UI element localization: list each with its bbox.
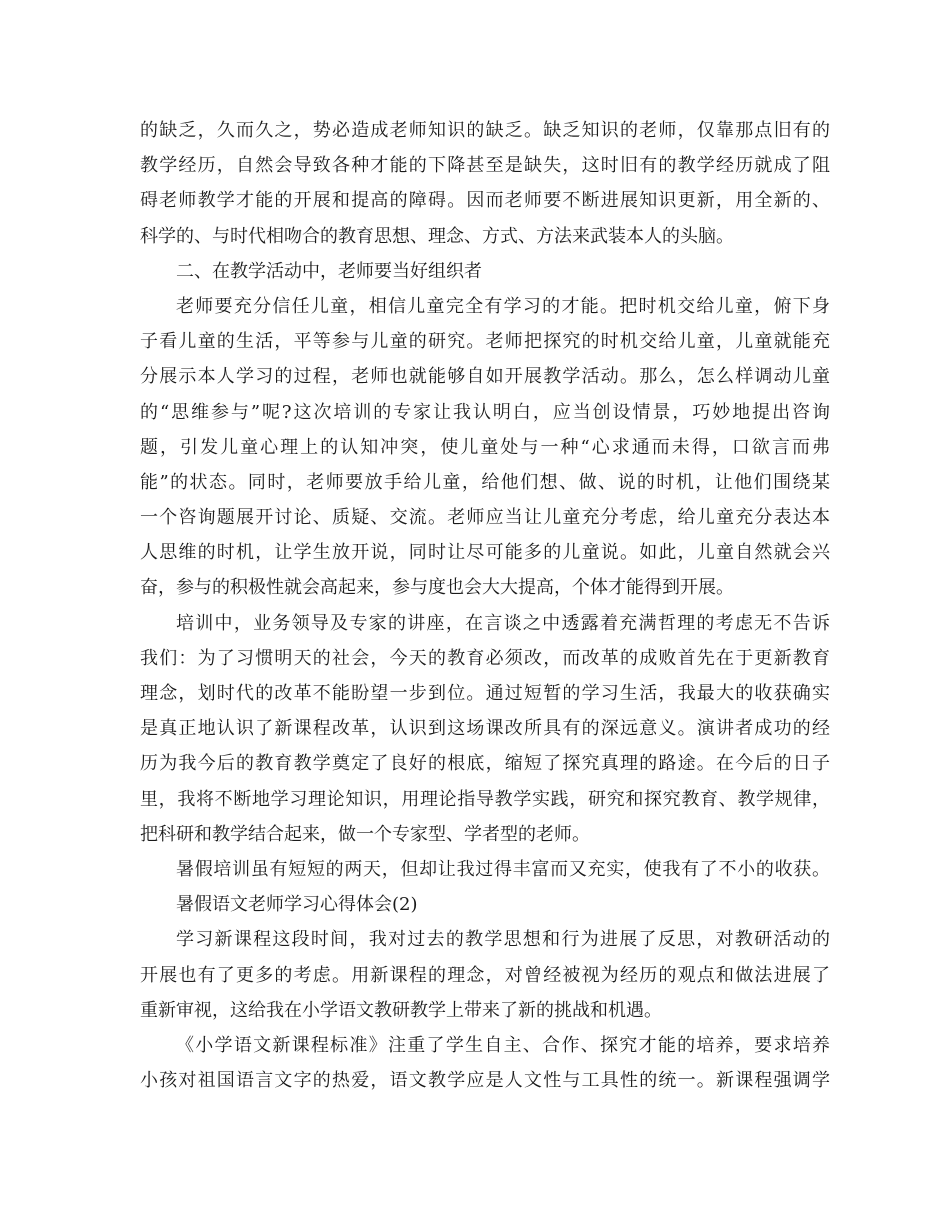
text-line: 科学的、与时代相吻合的教育思想、理念、方式、方法来武装本人的头脑。 — [140, 225, 734, 247]
text-line: 的缺乏，久而久之，势必造成老师知识的缺乏。缺乏知识的老师，仅靠那点旧有的 — [140, 120, 830, 141]
text-line: 历为我今后的教育教学奠定了良好的根底，缩短了探究真理的路途。在今后的日子 — [140, 753, 830, 775]
text-line: 人思维的时机，让学生放开说，同时让尽可能多的儿童说。如此，儿童自然就会兴 — [140, 542, 830, 564]
text-line: 开展也有了更多的考虑。用新课程的理念，对曾经被视为经历的观点和做法进展了 — [140, 964, 830, 986]
text-line: 学习新课程这段时间，我对过去的教学思想和行为进展了反思，对教研活动的 — [176, 929, 830, 951]
text-line: 重新审视，这给我在小学语文教研教学上带来了新的挑战和机遇。 — [140, 999, 662, 1021]
text-line: 小孩对祖国语言文字的热爱，语文教学应是人文性与工具性的统一。新课程强调学 — [140, 1070, 830, 1092]
text-line: 碍老师教学才能的开展和提高的障碍。因而老师要不断进展知识更新，用全新的、 — [140, 190, 830, 212]
document-body — [140, 113, 830, 1098]
text-line: 题，引发儿童心理上的认知冲突，使儿童处与一种“心求通而未得，口欲言而弗 — [140, 436, 830, 458]
text-line: 老师要充分信任儿童，相信儿童完全有学习的才能。把时机交给儿童，俯下身 — [176, 295, 830, 317]
text-line: 一个咨询题展开讨论、质疑、交流。老师应当让儿童充分考虑，给儿童充分表达本 — [140, 507, 830, 529]
text-line: 能”的状态。同时，老师要放手给儿童，给他们想、做、说的时机，让他们围绕某 — [140, 471, 830, 493]
text-line: 是真正地认识了新课程改革，认识到这场课改所具有的深远意义。演讲者成功的经 — [140, 718, 830, 740]
text-line: 子看儿童的生活，平等参与儿童的研究。老师把探究的时机交给儿童，儿童就能充 — [140, 331, 830, 353]
text-line: 二、在教学活动中，老师要当好组织者 — [176, 260, 482, 282]
text-line: 把科研和教学结合起来，做一个专家型、学者型的老师。 — [140, 823, 590, 845]
text-line: 理念，划时代的改革不能盼望一步到位。通过短暂的学习生活，我最大的收获确实 — [140, 683, 830, 704]
text-line: 《小学语文新课程标准》注重了学生自主、合作、探究才能的培养，要求培养 — [176, 1034, 830, 1056]
text-line: 的“思维参与”呢?这次培训的专家让我认明白，应当创设情景，巧妙地提出咨询 — [140, 401, 830, 423]
text-line: 暑假培训虽有短短的两天，但却让我过得丰富而又充实，使我有了不小的收获。 — [176, 858, 830, 880]
text-line: 暑假语文老师学习心得体会(2) — [176, 894, 418, 916]
text-line: 教学经历，自然会导致各种才能的下降甚至是缺失，这时旧有的教学经历就成了阻 — [140, 155, 830, 177]
text-line: 分展示本人学习的过程，老师也就能够自如开展教学活动。那么，怎么样调动儿童 — [140, 366, 830, 388]
text-line: 里，我将不断地学习理论知识，用理论指导教学实践，研究和探究教育、教学规律， — [140, 788, 830, 810]
text-line: 奋，参与的积极性就会高起来，参与度也会大大提高，个体才能得到开展。 — [140, 577, 734, 599]
text-line: 我们：为了习惯明天的社会，今天的教育必须改，而改革的成败首先在于更新教育 — [140, 647, 830, 669]
text-line: 培训中，业务领导及专家的讲座，在言谈之中透露着充满哲理的考虑无不告诉 — [176, 612, 830, 634]
